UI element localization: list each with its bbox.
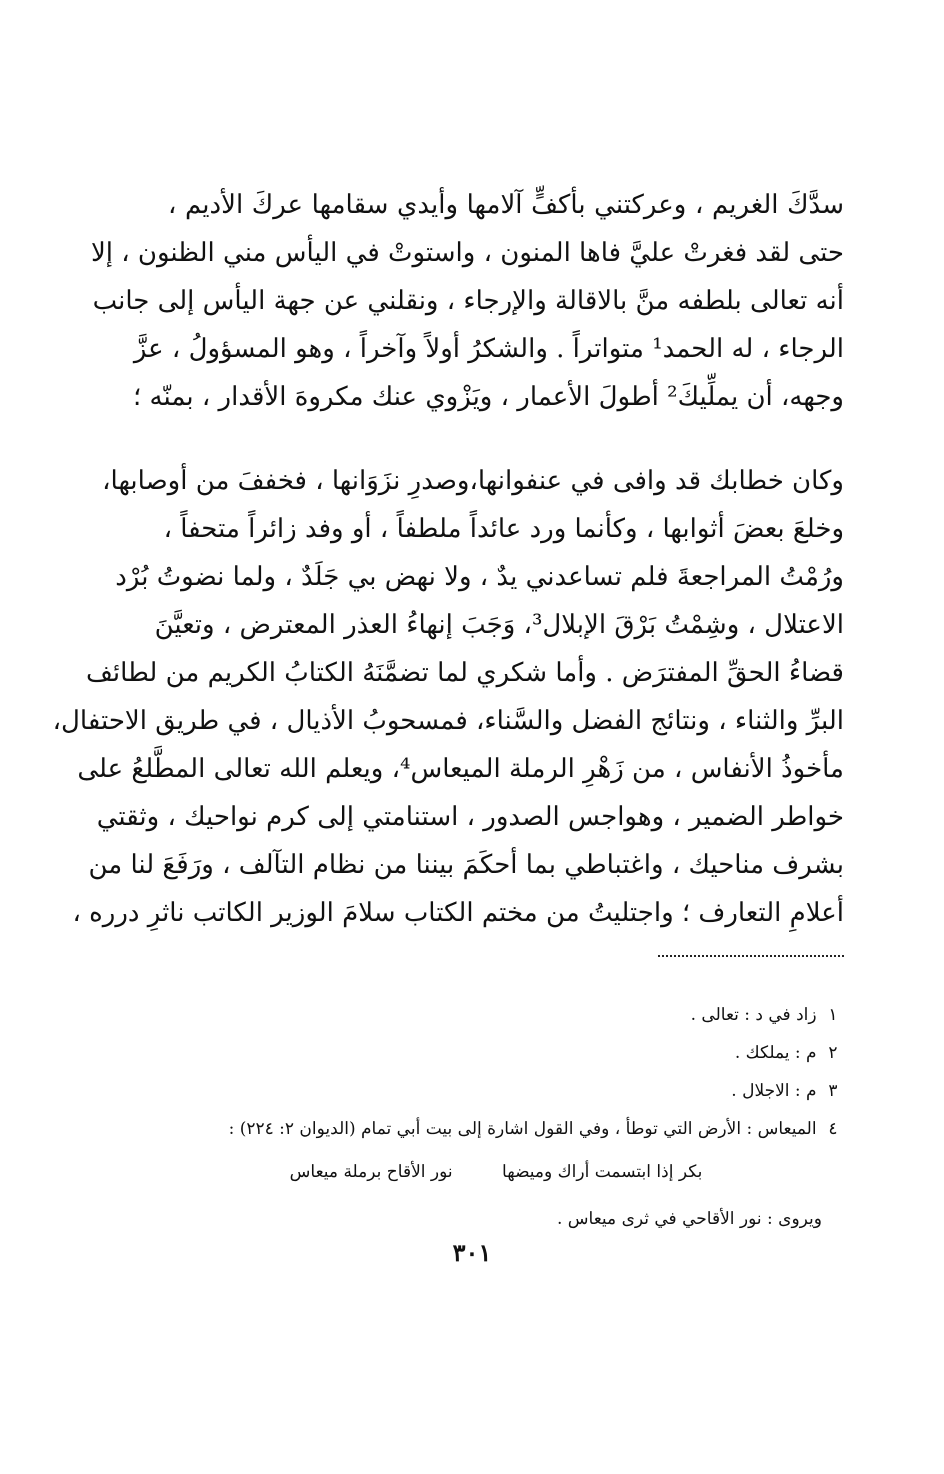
footnote-text: م : الاجلال . bbox=[731, 1081, 817, 1101]
text-line: خواطر الضمير ، وهواجس الصدور ، استنامتي إلى كرم نواحيك ، وثقتي bbox=[96, 802, 844, 832]
text-line: أعلامِ التعارف ؛ واجتليتُ من مختم الكتاب سلامَ الوزير الكاتب ناثرِ درره ، bbox=[72, 898, 844, 928]
verse-variant: ويروى : نور الأقاحي في ثرى ميعاس . bbox=[556, 1209, 822, 1229]
text-line: ورُمْتُ المراجعةَ فلم تساعدني يدٌ ، ولا نهض بي جَلَدٌ ، ولما نضوتُ بُرْد bbox=[115, 562, 844, 592]
footnotes bbox=[168, 1000, 844, 1242]
text-line: وكان خطابك قد وافى في عنفوانها،وصدرِ نزَوَانها ، فخففَ من أوصابها، bbox=[102, 466, 844, 496]
footnote-number: ١ bbox=[828, 1005, 838, 1025]
text-line: الرجاء ، له الحمد¹ متواتراً . والشكرُ أولاً وآخراً ، وهو المسؤولُ ، عزَّ bbox=[133, 334, 844, 364]
footnote-text: م : يملكك . bbox=[734, 1043, 817, 1063]
text-line: سدَّكَ الغريم ، وعركتني بأكفٍّ آلامها وأيدي سقامها عركَ الأديم ، bbox=[168, 190, 844, 220]
footnote-4 bbox=[168, 1114, 844, 1152]
text-line: وجهه، أن يملِّيكَ² أطولَ الأعمار ، ويَزْوي عنك مكروهَ الأقدار ، بمنّه ؛ bbox=[133, 382, 844, 412]
verse-hemistich-1: بكر إذا ابتسمت أراك وميضها bbox=[502, 1162, 703, 1182]
footnote-text: زاد في د : تعالى . bbox=[690, 1005, 817, 1025]
footnote-number: ٢ bbox=[828, 1043, 838, 1063]
verse-hemistich-2: نور الأقاح برملة ميعاس bbox=[289, 1162, 453, 1182]
text-line: وخلعَ بعضَ أثوابها ، وكأنما ورد عائداً ملطفاً ، أو وفد زائراً متحفاً ، bbox=[163, 514, 844, 544]
footnote-1 bbox=[168, 1000, 844, 1038]
text-line: مأخوذُ الأنفاس ، من زَهْرِ الرملة الميعاس⁴، ويعلم الله تعالى المطَّلعُ على bbox=[77, 754, 844, 784]
page-number: ٣٠١ bbox=[452, 1238, 492, 1267]
footnote-number: ٤ bbox=[828, 1119, 838, 1139]
footnote-3 bbox=[168, 1076, 844, 1114]
paragraph-2 bbox=[52, 466, 844, 946]
text-line: أنه تعالى بلطفه منَّ بالاقالة والإرجاء ، ونقلني عن جهة اليأس إلى جانب bbox=[92, 286, 844, 316]
text-line: البرِّ والثناء ، ونتائج الفضل والسَّناء، فمسحوبُ الأذيال ، في طريق الاحتفال، bbox=[52, 706, 844, 736]
text-line: حتى لقد فغرتْ عليَّ فاها المنون ، واستوتْ في اليأس مني الظنون ، إلا bbox=[90, 238, 844, 268]
footnote-text: الميعاس : الأرض التي توطأ ، وفي القول اشارة إلى بيت أبي تمام (الديوان ٢: ٢٢٤) : bbox=[228, 1119, 817, 1139]
text-line: بشرف مناحيك ، واغتباطي بما أحكَمَ بيننا من نظام التآلف ، ورَفَعَ لنا من bbox=[88, 850, 844, 880]
text-line: قضاءُ الحقِّ المفترَض . وأما شكري لما تضمَّنَهُ الكتابُ الكريم من لطائف bbox=[86, 658, 844, 688]
quoted-verse bbox=[168, 1152, 844, 1202]
footnote-number: ٣ bbox=[828, 1081, 838, 1101]
footnote-divider bbox=[658, 955, 844, 957]
footnote-2 bbox=[168, 1038, 844, 1076]
paragraph-1 bbox=[90, 190, 844, 430]
text-line: الاعتلال ، وشِمْتُ بَرْقَ الإبلال³، وَجَبَ إنهاءُ العذر المعترض ، وتعيَّنَ bbox=[154, 610, 844, 640]
